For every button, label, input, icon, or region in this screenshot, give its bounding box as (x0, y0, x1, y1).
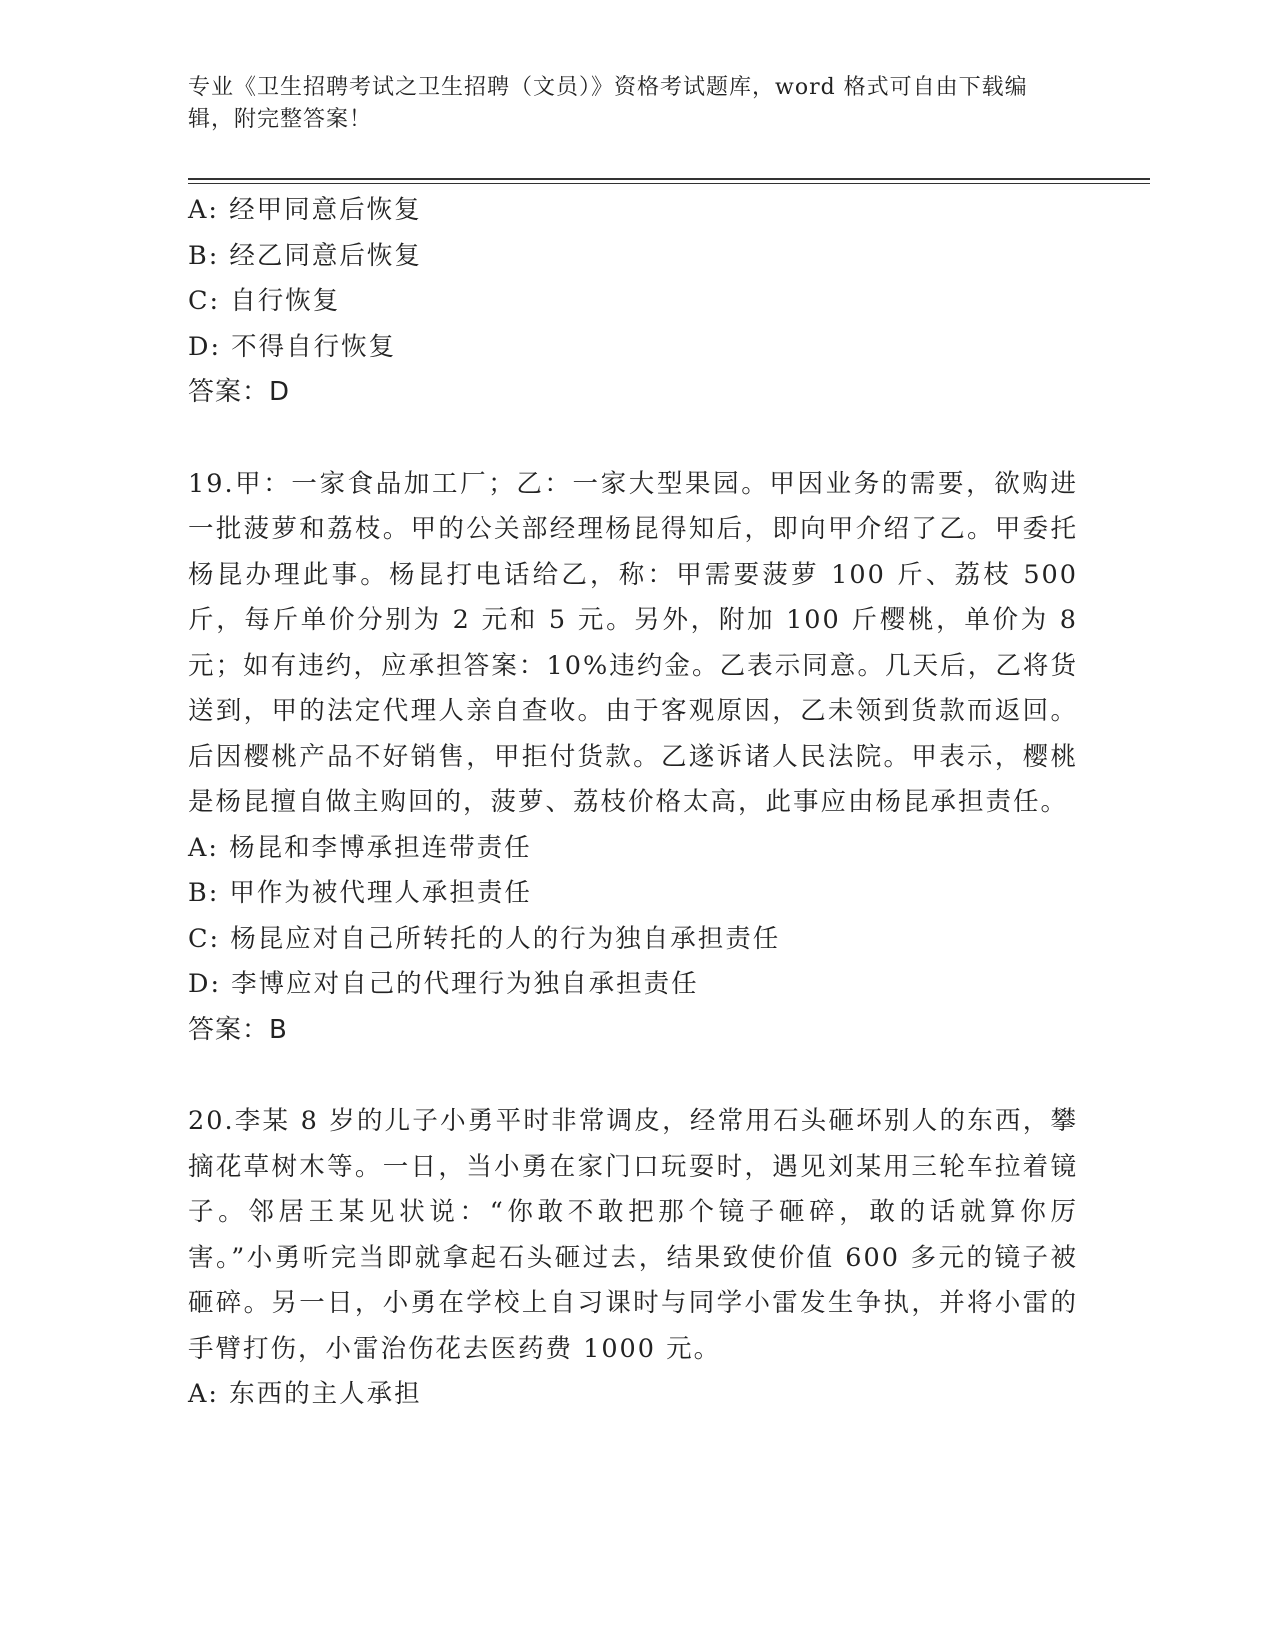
question-content (188, 188, 1078, 1418)
question-20 (188, 1099, 1078, 1418)
option-a: A: 杨昆和李博承担连带责任 (188, 832, 532, 863)
option-c: C: 自行恢复 (188, 286, 341, 316)
question-18 (188, 188, 1078, 416)
question-19 (188, 462, 1078, 1054)
option-a: A: 经甲同意后恢复 (188, 195, 422, 225)
answer-line: 答案：B (188, 1014, 288, 1045)
option-c: C: 杨昆应对自己所转托的人的行为独自承担责任 (188, 923, 781, 954)
header-divider-thick (188, 178, 1150, 180)
option-d: D: 不得自行恢复 (188, 331, 397, 362)
spacer (188, 1053, 1078, 1099)
header-divider-thin (188, 183, 1150, 184)
option-b: B: 经乙同意后恢复 (188, 240, 422, 271)
question-stem: 19.甲：一家食品加工厂；乙：一家大型果园。甲因业务的需要，欲购进一批菠萝和荔枝。甲的公关部经理杨昆得知后，即向甲介绍了乙。甲委托杨昆办理此事。杨昆打电话给乙，称：甲需要菠萝 100 斤、荔枝 500 斤，每斤单价分别为 2 元和 5 元。另外，附加 100 斤樱桃，单价为 8 元；如有违约，应承担答案：10%违约金。乙表示同意。几天后，乙将货送到，甲的法定代理人亲自查收。由于客观原因，乙未领到货款而返回。后因樱桃产品不好销售，甲拒付货款。乙遂诉诸人民法院。甲表示，樱桃是杨昆擅自做主购回的，菠萝、荔枝价格太高，此事应由杨昆承担责任。 (188, 468, 1078, 817)
option-a: A: 东西的主人承担 (188, 1379, 422, 1409)
answer-line: 答案：D (188, 377, 291, 407)
question-stem: 20.李某 8 岁的儿子小勇平时非常调皮，经常用石头砸坏别人的东西，攀摘花草树木等。一日，当小勇在家门口玩耍时，遇见刘某用三轮车拉着镜子。邻居王某见状说：“你敢不敢把那个镜子砸碎，敢的话就算你厉害。”小勇听完当即就拿起石头砸过去，结果致使价值 600 多元的镜子被砸碎。另一日，小勇在学校上自习课时与同学小雷发生争执，并将小雷的手臂打伤，小雷治伤花去医药费 1000 元。 (188, 1106, 1078, 1364)
document-header: 专业《卫生招聘考试之卫生招聘（文员）》资格考试题库，word 格式可自由下载编辑，附完整答案！ (188, 75, 1028, 132)
option-b: B: 甲作为被代理人承担责任 (188, 878, 532, 908)
spacer (188, 416, 1078, 462)
option-d: D: 李博应对自己的代理行为独自承担责任 (188, 969, 699, 999)
